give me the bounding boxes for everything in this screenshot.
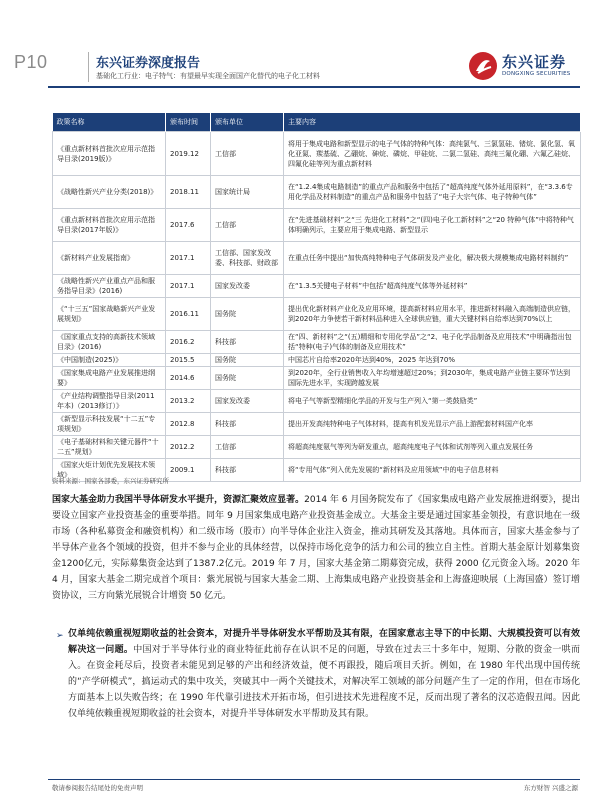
column-header: 政策名称 bbox=[53, 113, 166, 132]
logo-text-cn: 东兴证券 bbox=[502, 53, 567, 71]
header-rule bbox=[48, 86, 580, 88]
issuer-cell: 科技部 bbox=[211, 459, 284, 482]
content-cell: 将用于集成电路和新型显示的电子气体的特种气体：高纯氯气、三氯氢硅、锗烷、氯化氢、氧化亚氮、羰基硫、乙硼烷、砷烷、磷烷、甲硅烷、二氯二氢硅、高纯三氟化硼、六氟乙硅烷、四氟化硅等列为重点新材料 bbox=[284, 132, 581, 176]
content-cell: 在“先进基础材料”之“三 先进化工材料”之“(四)电子化工新材料”之“20 特种气体”中将特种气体明确列示，主要应用于集成电路、新型显示 bbox=[284, 209, 581, 242]
column-header: 主要内容 bbox=[284, 113, 581, 132]
content-cell: 将超高纯度氨气等列为研发重点，超高纯度电子气体和试剂等列入重点发展任务 bbox=[284, 436, 581, 459]
paragraph-capital bbox=[68, 626, 580, 722]
policy-name-cell: 《新材料产业发展指南》 bbox=[53, 242, 166, 275]
issuer-cell: 国务院 bbox=[211, 354, 284, 367]
date-cell: 2012.2 bbox=[166, 436, 211, 459]
page-number: P10 bbox=[14, 52, 48, 72]
date-cell: 2017.1 bbox=[166, 242, 211, 275]
footer-disclaimer: 敬请参阅报告结尾处的免责声明 bbox=[52, 784, 143, 792]
policy-name-cell: 《重点新材料首批次应用示范指导目录(2017年版)》 bbox=[53, 209, 166, 242]
date-cell: 2016.2 bbox=[166, 331, 211, 354]
issuer-cell: 国务院 bbox=[211, 298, 284, 331]
issuer-cell: 工信部 bbox=[211, 436, 284, 459]
content-cell: 提出开发高纯特种电子气体材料，提高有机发光显示产品上游配套材料国产化率 bbox=[284, 413, 581, 436]
policy-name-cell: 《中国制造(2025)》 bbox=[53, 354, 166, 367]
policy-name-cell: 《战略性新兴产业分类(2018)》 bbox=[53, 176, 166, 209]
date-cell: 2019.12 bbox=[166, 132, 211, 176]
content-cell: 在“1.2.4集成电路制造”的重点产品和服务中包括了“超高纯度气体外延用原料”，在“3.3.6专用化学品及材料制造”的重点产品和服务中包括了“电子大宗气体、电子特种气体” bbox=[284, 176, 581, 209]
date-cell: 2017.6 bbox=[166, 209, 211, 242]
table-header-row bbox=[53, 113, 581, 132]
policy-name-cell: 《“十三五”国家战略新兴产业发展规划》 bbox=[53, 298, 166, 331]
company-logo bbox=[468, 49, 578, 83]
issuer-cell: 科技部 bbox=[211, 413, 284, 436]
table-row bbox=[53, 367, 581, 390]
footer-slogan: 东方财智 兴盛之源 bbox=[523, 784, 578, 792]
table-row bbox=[53, 275, 581, 298]
issuer-cell: 科技部 bbox=[211, 331, 284, 354]
policy-name-cell: 《产业结构调整指导目录(2011年本)（2013修订）》 bbox=[53, 390, 166, 413]
policy-name-cell: 《国家火炬计划优先发展技术领域》 bbox=[53, 459, 166, 482]
content-cell: 将电子气等新型精细化学品的开发与生产列入“第一类鼓励类” bbox=[284, 390, 581, 413]
issuer-cell: 工信部、国家发改委、科技部、财政部 bbox=[211, 242, 284, 275]
logo-mark-icon bbox=[468, 51, 498, 81]
column-header: 颁布时间 bbox=[166, 113, 211, 132]
table-row bbox=[53, 132, 581, 176]
date-cell: 2009.1 bbox=[166, 459, 211, 482]
content-cell: 提出优化新材料产业化及应用环境，提高新材料应用水平，推进新材料融入高端制造供应链，到2020年力争使若干新材料品种进入全球供应链，重大关键材料自给率达到70%以上 bbox=[284, 298, 581, 331]
content-cell: 将“专用气体”列入优先发展的“新材料及应用领域”中的电子信息材料 bbox=[284, 459, 581, 482]
paragraph-lead: 国家大基金助力我国半导体研发水平提升，资源汇聚效应显著。 bbox=[52, 495, 305, 505]
report-subtitle: 基础化工行业：电子特气：有望最早实现全面国产化替代的电子化工材料 bbox=[96, 72, 320, 80]
date-cell: 2018.11 bbox=[166, 176, 211, 209]
table-row bbox=[53, 413, 581, 436]
bullet-arrow-icon: ➢ bbox=[56, 631, 64, 641]
column-header: 颁布单位 bbox=[211, 113, 284, 132]
issuer-cell: 工信部 bbox=[211, 209, 284, 242]
table-row bbox=[53, 331, 581, 354]
table-row bbox=[53, 436, 581, 459]
header-divider bbox=[88, 52, 89, 82]
table-row bbox=[53, 390, 581, 413]
content-cell: 中国芯片自给率2020年达到40%，2025 年达到70% bbox=[284, 354, 581, 367]
table-row bbox=[53, 354, 581, 367]
issuer-cell: 国家统计局 bbox=[211, 176, 284, 209]
date-cell: 2017.1 bbox=[166, 275, 211, 298]
issuer-cell: 国家发改委 bbox=[211, 275, 284, 298]
policy-name-cell: 《电子基础材料和关键元器件“十二五”规划》 bbox=[53, 436, 166, 459]
policy-name-cell: 《国家集成电路产业发展推进纲要》 bbox=[53, 367, 166, 390]
content-cell: 到2020年，全行业销售收入年均增速超过20%；到2030年，集成电路产业链主要环节达到国际先进水平，实现跨越发展 bbox=[284, 367, 581, 390]
content-cell: 在“四、新材料”之“(五)精细和专用化学品”之“2、电子化学品制备及应用技术”中明确指出包括“特种(电子)气体的制备及应用技术” bbox=[284, 331, 581, 354]
paragraph-text: 2014 年 6 月国务院发布了《国家集成电路产业发展推进纲要》，提出要设立国家产业投资基金的重要举措。同年 9 月国家集成电路产业投资基金成立。大基金主要是通过国家基金领投，有意识地在一级市场（各种私募资金和融资机构）和二级市场（股市）向半导体企业注入资金，推动其研发及其落地。具体而言，国家大基金参与了半导体产业各个领域的投资，但并不参与企业的具体经营，以保持市场化竞争的活力和公司的独立自主性。首期大基金原计划募集资金1200亿元，实际募集资金达到了1387.2亿元。2019 年 7 月，国家大基金第二期募资完成，获得 2000 亿元资金入场。2020 年 4 月，国家大基金二期完成首个项目：紫光展锐与国家大基金二期、上海集成电路产业投资基金和上海盛迎映展（上海国盛）签订增资协议，三方向紫光展锐合计增资 50 亿元。 bbox=[52, 495, 580, 601]
date-cell: 2015.5 bbox=[166, 354, 211, 367]
issuer-cell: 国务院 bbox=[211, 367, 284, 390]
paragraph-fund bbox=[52, 492, 580, 604]
policy-table bbox=[52, 113, 581, 482]
table-row bbox=[53, 298, 581, 331]
table-source: 资料来源：国家各部委，东兴证券研究所 bbox=[52, 477, 169, 485]
report-title: 东兴证券深度报告 bbox=[96, 56, 201, 71]
policy-name-cell: 《战略性新兴产业重点产品和服务指导目录》(2016) bbox=[53, 275, 166, 298]
date-cell: 2014.6 bbox=[166, 367, 211, 390]
logo-text-en: DONGXING SECURITIES bbox=[502, 71, 571, 77]
footer-rule bbox=[48, 779, 580, 780]
issuer-cell: 国家发改委 bbox=[211, 390, 284, 413]
table-row bbox=[53, 209, 581, 242]
date-cell: 2012.8 bbox=[166, 413, 211, 436]
issuer-cell: 工信部 bbox=[211, 132, 284, 176]
table-row bbox=[53, 176, 581, 209]
policy-name-cell: 《重点新材料首批次应用示范指导目录(2019版)》 bbox=[53, 132, 166, 176]
paragraph-lead: 仅单纯依赖重视短期收益的社会资本，对提升半导体研发水平帮助及其有限，在国家意志主导下的中长期、大规模投资可以有效解决这一问题。 bbox=[68, 629, 580, 655]
paragraph-text: 中国对于半导体行业的商业特征此前存在认识不足的问题，导致在过去三十多年中，短期、分散的资金一哄而入。在资金耗尽后，投资者未能见到足够的产出和经济效益，便不再跟投，随后项目夭折。例如，在 1980 年代出现中国传统的“产学研模式”，搞运动式的集中攻关，突破其中一两个关键技术，对解决军工领域的部分问题产生了一定的作用，但在市场化方面基本上以失败告终；在 1990 年代靠引进技术开拓市场，但引进技术先进程度不足，反而出现了著名的汉芯造假丑闻。因此仅单纯依赖重视短期收益的社会资本，对提升半导体研发水平帮助及其有限。 bbox=[68, 645, 580, 719]
policy-name-cell: 《国家重点支持的高新技术领域目录》(2016) bbox=[53, 331, 166, 354]
date-cell: 2013.2 bbox=[166, 390, 211, 413]
content-cell: 在“1.3.5关键电子材料”中包括“超高纯度气体等外延材料” bbox=[284, 275, 581, 298]
policy-name-cell: 《新型显示科技发展“十二五”专项规划》 bbox=[53, 413, 166, 436]
content-cell: 在重点任务中提出“加快高纯特种电子气体研发及产业化，解决极大规模集成电路材料制约” bbox=[284, 242, 581, 275]
date-cell: 2016.11 bbox=[166, 298, 211, 331]
table-row bbox=[53, 242, 581, 275]
